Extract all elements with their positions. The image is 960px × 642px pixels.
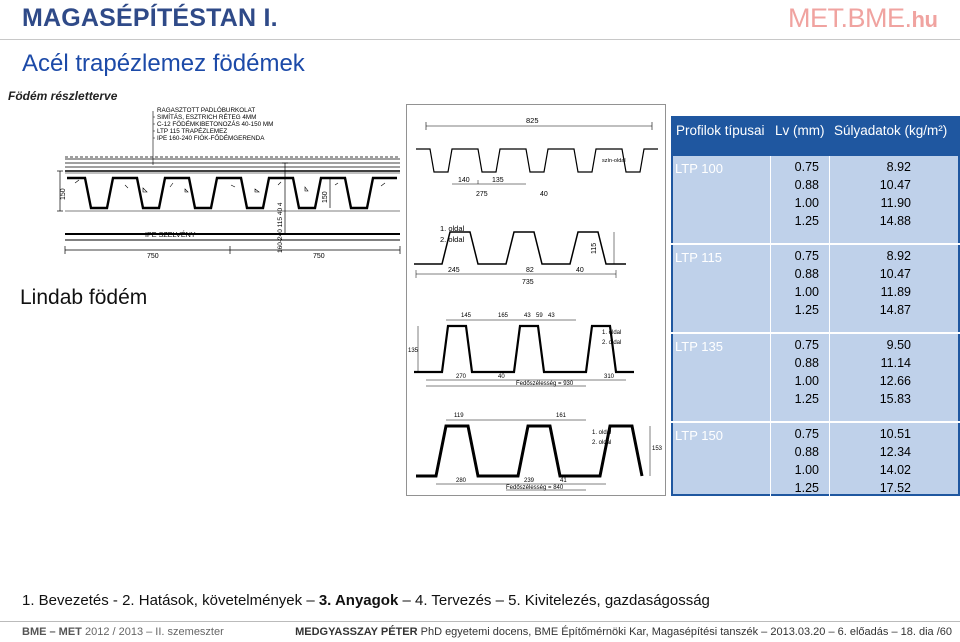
footer-semester: 2012 / 2013 – II. szemeszter (84, 626, 224, 638)
lv-cell: 0.88 (794, 356, 819, 370)
weight-cell: 10.47 (879, 178, 911, 192)
lv-cell: 1.25 (794, 481, 819, 495)
nav-item-2[interactable]: 2. Hatások, követelmények – (122, 592, 315, 609)
p135-dim-top: 59 (536, 313, 543, 319)
p150-dim-bottom: 239 (524, 478, 535, 484)
floor-section-drawing (55, 103, 405, 263)
lv-cell: 1.00 (794, 374, 819, 388)
nav-item-5[interactable]: 5. Kivitelezés, gazdaságosság (508, 592, 710, 609)
weight-cell: 9.50 (886, 338, 911, 352)
nav-item-4[interactable]: – 4. Tervezés – (402, 592, 504, 609)
lv-cell: 0.88 (794, 267, 819, 281)
footer-affiliation: PhD egyetemi docens, BME Építőmérnöki Kar, Magasépítési tanszék – 2013.03.20 – 6. előadás – 18. dia /60 (420, 626, 952, 638)
dim-top-width: 825 (526, 116, 539, 125)
weight-cell: 10.51 (879, 427, 911, 441)
footer-left (22, 626, 224, 638)
table-header (671, 116, 960, 156)
header-lv: Lv (mm) (775, 123, 825, 138)
section-label: IPE SZELVÉNY (145, 230, 196, 239)
dim-735: 735 (522, 279, 534, 286)
nav-item-3-current[interactable]: 3. Anyagok (318, 592, 399, 609)
profile-type-label: LTP 135 (675, 339, 723, 354)
footer-org: BME – MET (22, 626, 82, 638)
weight-cell: 14.88 (879, 214, 911, 228)
footer-right (295, 626, 952, 638)
dim-135: 135 (492, 177, 504, 184)
logo-main: MET.BME. (788, 3, 912, 33)
p135-dim-top: 43 (548, 313, 555, 319)
lv-cell: 0.75 (794, 338, 819, 352)
lv-cell: 0.75 (794, 160, 819, 174)
nav-item-1[interactable]: 1. Bevezetés - (22, 592, 118, 609)
p135-dim-top: 145 (461, 313, 472, 319)
lv-cell: 1.00 (794, 285, 819, 299)
lv-cell: 1.00 (794, 196, 819, 210)
met-bme-logo[interactable] (788, 3, 937, 34)
lv-cell: 0.88 (794, 178, 819, 192)
weight-cell: 12.66 (879, 374, 911, 388)
p135-side-2: 2. oldal (602, 340, 622, 346)
lv-cell: 0.75 (794, 249, 819, 263)
dim-left: 750 (147, 253, 159, 260)
lv-cell: 1.25 (794, 392, 819, 406)
dim-275: 275 (476, 191, 488, 198)
dim-height-right: 150 (322, 191, 329, 203)
p135-dim-bottom: 310 (604, 374, 615, 380)
layer-label: LTP 115 TRAPÉZLEMEZ (157, 128, 228, 135)
dim-140: 140 (458, 177, 470, 184)
layer-label: RAGASZTOTT PADLÓBURKOLAT (157, 107, 256, 114)
header-profile-types: Profilok típusai (676, 123, 765, 138)
p150-side-1: 1. oldal (592, 430, 612, 436)
dim-height: 150 (60, 188, 67, 200)
weight-cell: 15.83 (879, 392, 911, 406)
layer-label: SIMÍTÁS, ESZTRICH RÉTEG 4MM (157, 114, 257, 121)
dim-40b: 40 (576, 267, 584, 274)
p135-dim-bottom: 270 (456, 374, 467, 380)
weight-cell: 11.90 (880, 196, 911, 210)
dim-82: 82 (526, 267, 534, 274)
p150-width-label: Fedőszélesség = 840 (506, 485, 564, 491)
p135-dim-top: 43 (524, 313, 531, 319)
profile-type-label: LTP 100 (675, 161, 723, 176)
p135-side-1: 1. oldal (602, 330, 622, 336)
course-title: MAGASÉPÍTÉSTAN I. (22, 4, 278, 32)
dim-stack: 160-240 115 40 4 (277, 202, 284, 253)
side-1-label: 1. oldal (440, 224, 465, 233)
p135-dim-height: 135 (408, 348, 419, 354)
layer-label: C-12 FÖDÉMKIBETONOZÁS 40-150 MM (157, 121, 274, 128)
p150-dim-top: 161 (556, 413, 567, 419)
weight-cell: 17.52 (879, 481, 911, 495)
p135-width-label: Fedőszélesség = 930 (516, 381, 574, 387)
slide-title: Acél trapézlemez födémek (22, 50, 305, 77)
weight-cell: 14.02 (879, 463, 911, 477)
p135-dim-top: 165 (498, 313, 509, 319)
lindab-label: Lindab födém (20, 286, 148, 309)
p135-dim-bottom: 40 (498, 374, 505, 380)
p150-side-2: 2. oldal (592, 440, 612, 446)
weight-cell: 12.34 (879, 445, 911, 459)
p150-dim-top: 119 (454, 413, 464, 419)
header-divider (0, 39, 960, 40)
layer-label: IPE 160-240 FIÓK-FŐDÉMGERENDA (157, 135, 265, 142)
profile-drawings (406, 104, 666, 496)
lv-cell: 0.75 (794, 427, 819, 441)
slide-subtitle: Födém részletterve (8, 89, 118, 103)
logo-suffix: hu (911, 7, 938, 32)
profile-table (671, 116, 960, 496)
dim-245: 245 (448, 267, 460, 274)
p150-dim-bottom: 41 (560, 478, 567, 484)
dim-115: 115 (591, 242, 598, 254)
trapezoid-profile (67, 178, 397, 208)
dim-40: 40 (540, 191, 548, 198)
p150-dim-bottom: 280 (456, 478, 467, 484)
dim-right: 750 (313, 253, 325, 260)
header-weight: Súlyadatok (kg/m²) (834, 123, 948, 138)
lv-cell: 1.25 (794, 303, 819, 317)
footer-divider (0, 621, 960, 622)
weight-cell: 8.92 (886, 160, 911, 174)
weight-cell: 14.87 (879, 303, 911, 317)
lv-cell: 1.25 (794, 214, 819, 228)
side-top-label: szín-oldal (602, 158, 626, 164)
weight-cell: 8.92 (886, 249, 911, 263)
lv-cell: 1.00 (794, 463, 819, 477)
p150-dim-height: 153 (652, 446, 663, 452)
side-2-label: 2. oldal (440, 235, 465, 244)
weight-cell: 11.14 (880, 356, 911, 370)
profile-type-label: LTP 150 (675, 428, 723, 443)
footer-author: MEDGYASSZAY PÉTER (295, 626, 418, 638)
weight-cell: 11.89 (880, 285, 911, 299)
chapter-navigation (22, 592, 710, 609)
weight-cell: 10.47 (879, 267, 911, 281)
profile-type-label: LTP 115 (675, 250, 722, 265)
lv-cell: 0.88 (794, 445, 819, 459)
